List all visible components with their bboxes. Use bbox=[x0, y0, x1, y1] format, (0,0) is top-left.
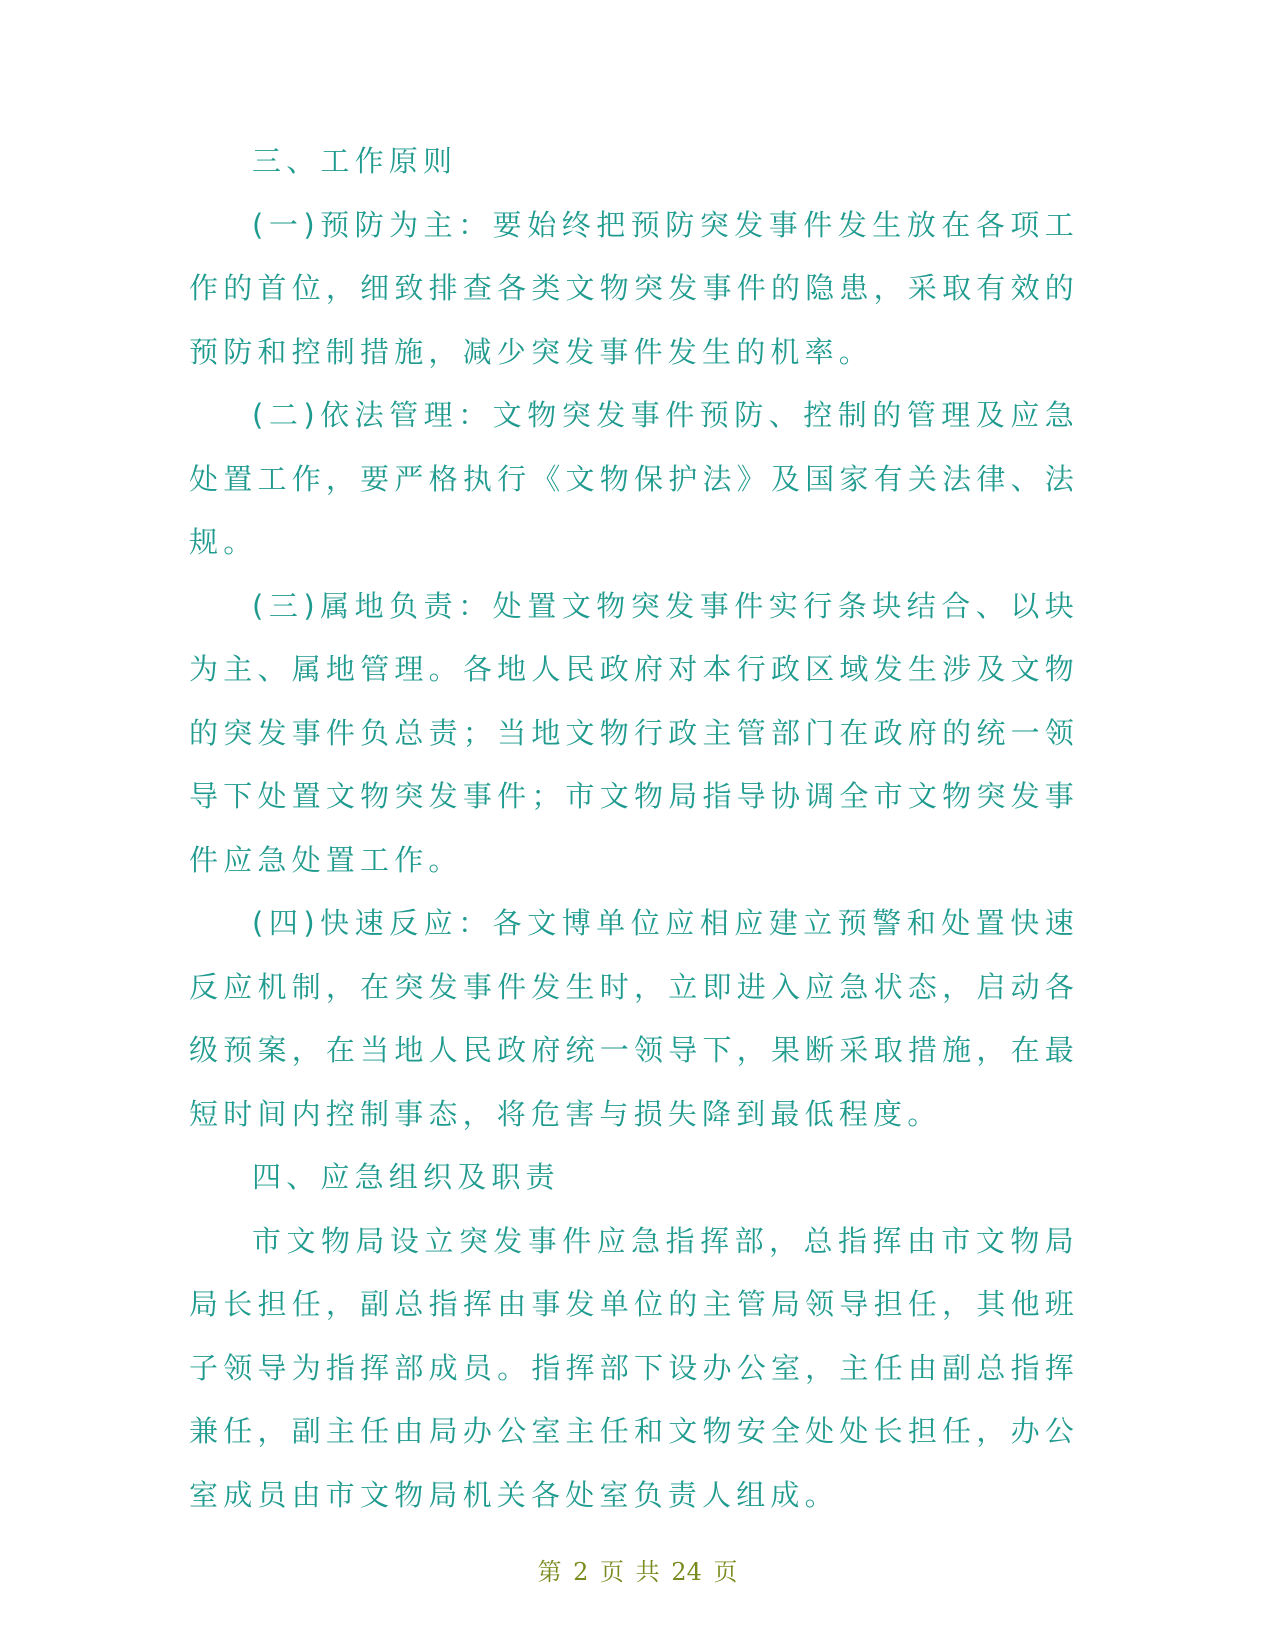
section-heading-work-principles: 三、工作原则 bbox=[252, 144, 458, 178]
paragraph-prevention-first: (一)预防为主：要始终把预防突发事件发生放在各项工作的首位，细致排查各类文物突发事件的隐患，采取有效的预防和控制措施，减少突发事件发生的机率。 bbox=[189, 207, 1079, 369]
paragraph-lawful-management: (二)依法管理：文物突发事件预防、控制的管理及应急处置工作，要严格执行《文物保护法》及国家有关法律、法规。 bbox=[189, 398, 1079, 559]
paragraph-territorial-responsibility: (三)属地负责：处置文物突发事件实行条块结合、以块为主、属地管理。各地人民政府对本行政区域发生涉及文物的突发事件负总责；当地文物行政主管部门在政府的统一领导下处置文物突发事件；市文物局指导协调全市文物突发事件应急处置工作。 bbox=[189, 588, 1079, 877]
paragraph-rapid-response: (四)快速反应：各文博单位应相应建立预警和处置快速反应机制，在突发事件发生时，立即进入应急状态，启动各级预案，在当地人民政府统一领导下，果断采取措施，在最短时间内控制事态，将危害与损失降到最低程度。 bbox=[189, 906, 1079, 1131]
paragraph-command-structure: 市文物局设立突发事件应急指挥部，总指挥由市文物局局长担任，副总指挥由事发单位的主管局领导担任，其他班子领导为指挥部成员。指挥部下设办公室，主任由副总指挥兼任，副主任由局办公室主任和文物安全处处长担任，办公室成员由市文物局机关各处室负责人组成。 bbox=[189, 1223, 1079, 1512]
page-number-footer: 第 2 页 共 24 页 bbox=[537, 1558, 738, 1586]
section-heading-emergency-organization: 四、应急组织及职责 bbox=[252, 1160, 560, 1194]
document-body bbox=[189, 130, 1079, 1527]
